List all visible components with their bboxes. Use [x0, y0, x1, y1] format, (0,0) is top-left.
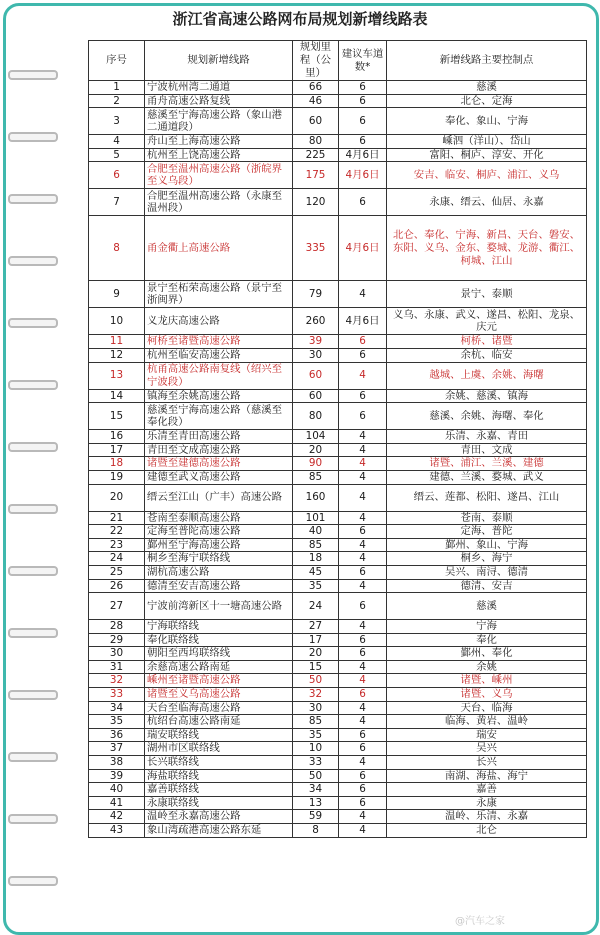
cell-route: 鄞州至宁海高速公路	[145, 538, 293, 552]
cell-route: 舟山至上海高速公路	[145, 135, 293, 149]
routes-table	[88, 40, 587, 838]
table-row	[89, 81, 587, 95]
cell-no: 12	[89, 348, 145, 362]
cell-no: 37	[89, 742, 145, 756]
cell-no: 3	[89, 108, 145, 135]
cell-points: 德清、安吉	[387, 579, 587, 593]
cell-lanes: 6	[339, 189, 387, 216]
header-no: 序号	[89, 41, 145, 81]
cell-no: 31	[89, 660, 145, 674]
cell-mileage: 15	[293, 660, 339, 674]
cell-mileage: 60	[293, 389, 339, 403]
cell-mileage: 80	[293, 403, 339, 430]
cell-no: 43	[89, 824, 145, 838]
cell-points: 鄞州、奉化	[387, 647, 587, 661]
cell-mileage: 160	[293, 484, 339, 511]
cell-points: 奉化	[387, 633, 587, 647]
cell-no: 4	[89, 135, 145, 149]
cell-points: 苍南、泰顺	[387, 511, 587, 525]
cell-route: 杭绍台高速公路南延	[145, 715, 293, 729]
binder-ring	[8, 814, 58, 824]
cell-mileage: 50	[293, 769, 339, 783]
cell-mileage: 59	[293, 810, 339, 824]
cell-mileage: 66	[293, 81, 339, 95]
cell-points: 桐乡、海宁	[387, 552, 587, 566]
table-row	[89, 389, 587, 403]
table-row	[89, 647, 587, 661]
binder-ring	[8, 442, 58, 452]
cell-lanes: 6	[339, 728, 387, 742]
cell-mileage: 335	[293, 216, 339, 281]
cell-no: 19	[89, 470, 145, 484]
table-row	[89, 457, 587, 471]
cell-lanes: 6	[339, 348, 387, 362]
cell-points: 慈溪	[387, 81, 587, 95]
cell-mileage: 39	[293, 335, 339, 349]
cell-mileage: 35	[293, 728, 339, 742]
cell-route: 桐乡至海宁联络线	[145, 552, 293, 566]
table-row	[89, 281, 587, 308]
table-row	[89, 148, 587, 162]
cell-route: 温岭至永嘉高速公路	[145, 810, 293, 824]
cell-route: 诸暨至义乌高速公路	[145, 688, 293, 702]
cell-lanes: 4	[339, 756, 387, 770]
table-row	[89, 769, 587, 783]
cell-lanes: 4	[339, 579, 387, 593]
table-row	[89, 430, 587, 444]
cell-lanes: 4	[339, 538, 387, 552]
cell-no: 42	[89, 810, 145, 824]
cell-lanes: 4	[339, 281, 387, 308]
cell-mileage: 60	[293, 108, 339, 135]
cell-route: 宁波杭州湾二通道	[145, 81, 293, 95]
cell-points: 奉化、象山、宁海	[387, 108, 587, 135]
cell-mileage: 24	[293, 593, 339, 620]
cell-mileage: 30	[293, 348, 339, 362]
cell-route: 天台至临海高速公路	[145, 701, 293, 715]
cell-route: 甬舟高速公路复线	[145, 94, 293, 108]
cell-lanes: 4	[339, 620, 387, 634]
cell-points: 诸暨、浦江、兰溪、建德	[387, 457, 587, 471]
cell-points: 富阳、桐庐、淳安、开化	[387, 148, 587, 162]
table-row	[89, 308, 587, 335]
cell-points: 义乌、永康、武义、遂昌、松阳、龙泉、庆元	[387, 308, 587, 335]
table-row	[89, 674, 587, 688]
cell-lanes: 4	[339, 443, 387, 457]
binder-ring	[8, 256, 58, 266]
watermark: @汽车之家	[455, 916, 505, 927]
cell-mileage: 90	[293, 457, 339, 471]
binder-ring	[8, 380, 58, 390]
cell-lanes: 4	[339, 824, 387, 838]
cell-no: 17	[89, 443, 145, 457]
cell-points: 天台、临海	[387, 701, 587, 715]
cell-lanes: 6	[339, 525, 387, 539]
cell-points: 吴兴	[387, 742, 587, 756]
cell-mileage: 85	[293, 470, 339, 484]
cell-mileage: 175	[293, 162, 339, 189]
cell-mileage: 85	[293, 538, 339, 552]
cell-no: 18	[89, 457, 145, 471]
cell-mileage: 46	[293, 94, 339, 108]
cell-route: 嵊州至诸暨高速公路	[145, 674, 293, 688]
cell-route: 慈溪至宁海高速公路（象山港二通道段）	[145, 108, 293, 135]
cell-route: 宁波前湾新区十一塘高速公路	[145, 593, 293, 620]
cell-points: 温岭、乐清、永嘉	[387, 810, 587, 824]
cell-points: 余姚	[387, 660, 587, 674]
cell-route: 慈溪至宁海高速公路（慈溪至奉化段）	[145, 403, 293, 430]
cell-no: 20	[89, 484, 145, 511]
binder-ring	[8, 504, 58, 514]
cell-lanes: 4	[339, 457, 387, 471]
header-route: 规划新增线路	[145, 41, 293, 81]
cell-lanes: 6	[339, 108, 387, 135]
cell-lanes: 6	[339, 389, 387, 403]
cell-mileage: 104	[293, 430, 339, 444]
cell-mileage: 120	[293, 189, 339, 216]
cell-mileage: 225	[293, 148, 339, 162]
table-row	[89, 593, 587, 620]
header-lanes: 建议车道数*	[339, 41, 387, 81]
cell-mileage: 50	[293, 674, 339, 688]
cell-points: 慈溪、余姚、海曙、奉化	[387, 403, 587, 430]
cell-route: 镇海至余姚高速公路	[145, 389, 293, 403]
cell-no: 9	[89, 281, 145, 308]
cell-lanes: 6	[339, 647, 387, 661]
cell-mileage: 60	[293, 362, 339, 389]
cell-no: 7	[89, 189, 145, 216]
cell-points: 缙云、莲都、松阳、遂昌、江山	[387, 484, 587, 511]
cell-lanes: 6	[339, 593, 387, 620]
cell-lanes: 6	[339, 796, 387, 810]
table-row	[89, 108, 587, 135]
cell-mileage: 10	[293, 742, 339, 756]
cell-no: 32	[89, 674, 145, 688]
cell-route: 建德至武义高速公路	[145, 470, 293, 484]
cell-lanes: 4	[339, 660, 387, 674]
table-row	[89, 742, 587, 756]
cell-points: 诸暨、义乌	[387, 688, 587, 702]
cell-no: 34	[89, 701, 145, 715]
cell-route: 湖州市区联络线	[145, 742, 293, 756]
cell-route: 景宁至柘荣高速公路（景宁至浙闽界）	[145, 281, 293, 308]
cell-points: 北仑	[387, 824, 587, 838]
binder-ring	[8, 194, 58, 204]
cell-points: 永康	[387, 796, 587, 810]
binder-ring	[8, 628, 58, 638]
cell-points: 鄞州、象山、宁海	[387, 538, 587, 552]
cell-points: 北仑、奉化、宁海、新昌、天台、磐安、东阳、义乌、金东、婺城、龙游、衢江、柯城、江山	[387, 216, 587, 281]
cell-route: 合肥至温州高速公路（浙皖界至义乌段）	[145, 162, 293, 189]
table-row	[89, 688, 587, 702]
table-row	[89, 335, 587, 349]
table-row	[89, 135, 587, 149]
cell-route: 乐清至青田高速公路	[145, 430, 293, 444]
cell-points: 嵊泗（洋山）、岱山	[387, 135, 587, 149]
cell-route: 甬金衢上高速公路	[145, 216, 293, 281]
cell-lanes: 6	[339, 565, 387, 579]
binder-rings	[8, 0, 58, 930]
cell-points: 柯桥、诸暨	[387, 335, 587, 349]
cell-no: 40	[89, 783, 145, 797]
cell-route: 义龙庆高速公路	[145, 308, 293, 335]
table-row	[89, 443, 587, 457]
cell-no: 14	[89, 389, 145, 403]
cell-mileage: 101	[293, 511, 339, 525]
binder-ring	[8, 132, 58, 142]
binder-ring	[8, 876, 58, 886]
cell-lanes: 6	[339, 633, 387, 647]
cell-route: 缙云至江山（广丰）高速公路	[145, 484, 293, 511]
cell-route: 象山湾疏港高速公路东延	[145, 824, 293, 838]
cell-points: 宁海	[387, 620, 587, 634]
table-row	[89, 403, 587, 430]
table-row	[89, 783, 587, 797]
cell-mileage: 40	[293, 525, 339, 539]
cell-route: 杭州至临安高速公路	[145, 348, 293, 362]
table-row	[89, 348, 587, 362]
binder-ring	[8, 566, 58, 576]
cell-no: 22	[89, 525, 145, 539]
cell-no: 16	[89, 430, 145, 444]
cell-mileage: 33	[293, 756, 339, 770]
cell-route: 苍南至泰顺高速公路	[145, 511, 293, 525]
cell-route: 长兴联络线	[145, 756, 293, 770]
cell-points: 嘉善	[387, 783, 587, 797]
cell-mileage: 45	[293, 565, 339, 579]
cell-lanes: 6	[339, 688, 387, 702]
cell-lanes: 6	[339, 94, 387, 108]
cell-lanes: 6	[339, 81, 387, 95]
cell-mileage: 85	[293, 715, 339, 729]
table-row	[89, 538, 587, 552]
cell-route: 柯桥至诸暨高速公路	[145, 335, 293, 349]
cell-lanes: 4	[339, 552, 387, 566]
table-row	[89, 633, 587, 647]
cell-no: 26	[89, 579, 145, 593]
cell-points: 乐清、永嘉、青田	[387, 430, 587, 444]
table-row	[89, 511, 587, 525]
cell-route: 湖杭高速公路	[145, 565, 293, 579]
table-row	[89, 484, 587, 511]
table-row	[89, 824, 587, 838]
cell-mileage: 35	[293, 579, 339, 593]
cell-route: 海盐联络线	[145, 769, 293, 783]
cell-mileage: 34	[293, 783, 339, 797]
cell-mileage: 20	[293, 443, 339, 457]
cell-no: 10	[89, 308, 145, 335]
page-title: 浙江省高速公路网布局规划新增线路表	[172, 10, 428, 28]
table-row	[89, 216, 587, 281]
table-row	[89, 189, 587, 216]
cell-mileage: 30	[293, 701, 339, 715]
table-row	[89, 620, 587, 634]
cell-route: 合肥至温州高速公路（永康至温州段）	[145, 189, 293, 216]
cell-points: 诸暨、嵊州	[387, 674, 587, 688]
cell-route: 诸暨至建德高速公路	[145, 457, 293, 471]
cell-mileage: 80	[293, 135, 339, 149]
cell-lanes: 4月6日	[339, 148, 387, 162]
cell-mileage: 8	[293, 824, 339, 838]
cell-lanes: 6	[339, 769, 387, 783]
table-row	[89, 525, 587, 539]
cell-lanes: 4	[339, 511, 387, 525]
cell-no: 36	[89, 728, 145, 742]
cell-points: 临海、黄岩、温岭	[387, 715, 587, 729]
cell-no: 11	[89, 335, 145, 349]
binder-ring	[8, 70, 58, 80]
cell-no: 8	[89, 216, 145, 281]
cell-points: 北仑、定海	[387, 94, 587, 108]
table-row	[89, 728, 587, 742]
cell-points: 余杭、临安	[387, 348, 587, 362]
cell-no: 6	[89, 162, 145, 189]
cell-no: 25	[89, 565, 145, 579]
cell-route: 杭甬高速公路南复线（绍兴至宁波段）	[145, 362, 293, 389]
table-row	[89, 470, 587, 484]
cell-lanes: 4月6日	[339, 216, 387, 281]
table-row	[89, 796, 587, 810]
table-row	[89, 756, 587, 770]
table-row	[89, 701, 587, 715]
cell-lanes: 4	[339, 484, 387, 511]
binder-ring	[8, 318, 58, 328]
cell-points: 景宁、泰顺	[387, 281, 587, 308]
cell-no: 23	[89, 538, 145, 552]
cell-no: 35	[89, 715, 145, 729]
cell-route: 朝阳至西坞联络线	[145, 647, 293, 661]
header-points: 新增线路主要控制点	[387, 41, 587, 81]
table-row	[89, 660, 587, 674]
cell-no: 33	[89, 688, 145, 702]
cell-route: 杭州至上饶高速公路	[145, 148, 293, 162]
cell-no: 30	[89, 647, 145, 661]
cell-no: 15	[89, 403, 145, 430]
cell-route: 余慈高速公路南延	[145, 660, 293, 674]
cell-points: 定海、普陀	[387, 525, 587, 539]
cell-points: 慈溪	[387, 593, 587, 620]
cell-lanes: 4	[339, 430, 387, 444]
table-row	[89, 579, 587, 593]
cell-mileage: 13	[293, 796, 339, 810]
cell-points: 永康、缙云、仙居、永嘉	[387, 189, 587, 216]
cell-no: 2	[89, 94, 145, 108]
cell-lanes: 4	[339, 362, 387, 389]
table-row	[89, 162, 587, 189]
cell-points: 越城、上虞、余姚、海曙	[387, 362, 587, 389]
cell-points: 青田、文成	[387, 443, 587, 457]
cell-lanes: 4	[339, 715, 387, 729]
table-row	[89, 94, 587, 108]
cell-no: 1	[89, 81, 145, 95]
cell-lanes: 6	[339, 335, 387, 349]
cell-no: 21	[89, 511, 145, 525]
cell-lanes: 4	[339, 810, 387, 824]
cell-no: 29	[89, 633, 145, 647]
cell-mileage: 27	[293, 620, 339, 634]
table-row	[89, 362, 587, 389]
cell-points: 安吉、临安、桐庐、浦江、义乌	[387, 162, 587, 189]
table-row	[89, 565, 587, 579]
cell-points: 长兴	[387, 756, 587, 770]
cell-no: 24	[89, 552, 145, 566]
cell-points: 余姚、慈溪、镇海	[387, 389, 587, 403]
cell-lanes: 6	[339, 403, 387, 430]
cell-mileage: 79	[293, 281, 339, 308]
cell-route: 奉化联络线	[145, 633, 293, 647]
cell-no: 41	[89, 796, 145, 810]
table-row	[89, 810, 587, 824]
cell-mileage: 17	[293, 633, 339, 647]
cell-no: 5	[89, 148, 145, 162]
cell-route: 青田至文成高速公路	[145, 443, 293, 457]
cell-no: 39	[89, 769, 145, 783]
cell-lanes: 6	[339, 783, 387, 797]
table-row	[89, 552, 587, 566]
cell-lanes: 6	[339, 742, 387, 756]
cell-route: 德清至安吉高速公路	[145, 579, 293, 593]
binder-ring	[8, 690, 58, 700]
cell-no: 38	[89, 756, 145, 770]
cell-mileage: 260	[293, 308, 339, 335]
cell-lanes: 4	[339, 470, 387, 484]
table-row	[89, 715, 587, 729]
table-header-row	[89, 41, 587, 81]
cell-mileage: 20	[293, 647, 339, 661]
cell-lanes: 4	[339, 701, 387, 715]
cell-no: 28	[89, 620, 145, 634]
cell-points: 瑞安	[387, 728, 587, 742]
cell-points: 南湖、海盐、海宁	[387, 769, 587, 783]
cell-lanes: 6	[339, 135, 387, 149]
cell-route: 嘉善联络线	[145, 783, 293, 797]
cell-route: 永康联络线	[145, 796, 293, 810]
binder-ring	[8, 752, 58, 762]
cell-route: 定海至普陀高速公路	[145, 525, 293, 539]
cell-points: 建德、兰溪、婺城、武义	[387, 470, 587, 484]
cell-no: 27	[89, 593, 145, 620]
cell-route: 瑞安联络线	[145, 728, 293, 742]
cell-mileage: 18	[293, 552, 339, 566]
header-mileage: 规划里程（公里）	[293, 41, 339, 81]
cell-lanes: 4	[339, 674, 387, 688]
cell-route: 宁海联络线	[145, 620, 293, 634]
cell-no: 13	[89, 362, 145, 389]
cell-points: 吴兴、南浔、德清	[387, 565, 587, 579]
cell-lanes: 4月6日	[339, 162, 387, 189]
cell-mileage: 32	[293, 688, 339, 702]
cell-lanes: 4月6日	[339, 308, 387, 335]
